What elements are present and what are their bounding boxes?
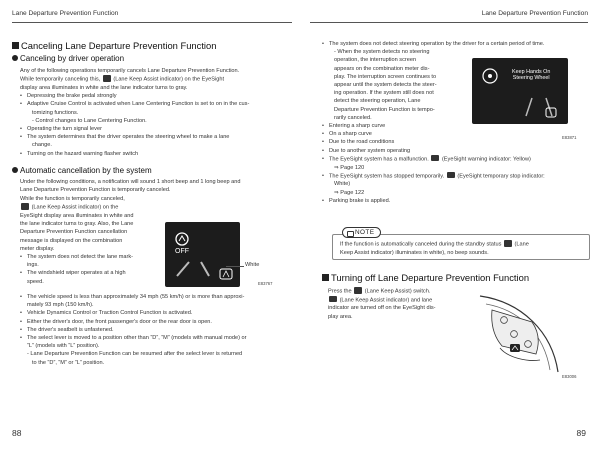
automatic-rest-text: • The vehicle speed is less than approximately 34 mph (55 km/h) or is more than approxi- mately 93 mph (150 km/h). • Vehicle Dynamics Control or Traction Control Function is activated. • Either the driver's door, the front passenger's door or the rear door is open. • The driver's seatbelt is unfastened. • The select lever is moved to a position other than “D”, “M” (models with manual mode) or “L” (models with “L” position). - Lane Departure Prevention Function can be resumed after the select lever is returned to the “D”, “M” or “L” position. [20, 293, 295, 367]
driver-operation-text: Any of the following operations temporarily cancels Lane Departure Prevention Function. While temporarily canceling this, (Lane Keep Assist indicator) on the EyeSight display area illuminates in white and the lane indicator turns to gray. • Depressing the brake pedal strongly • Adaptive Cruise Control is activated when Lane Centering Function is set to on in the cus- tomizing functions. - Control changes to Lane Centering Function. • Operating the turn signal lever • The system determines that the driver operates the steering wheel to make a lane change. • Turning on the hazard warning flasher switch [20, 67, 290, 158]
off-display-text: OFF [175, 248, 189, 255]
steering-wheel-switch-figure [472, 292, 572, 374]
figure-callout-white: White [245, 262, 260, 268]
eyesight-off-display-figure [165, 222, 240, 287]
note-text: If the function is automatically canceled during the standby status (Lane Keep Assist indicator) illuminates in white), no beep sounds. [340, 241, 529, 256]
eyesight-warning-indicator-icon [431, 155, 439, 162]
right-continued-text: • The system does not detect steering operation by the driver for a certain period of time. - When the system detects no steering operation, the interruption screen appears on the combination meter dis- play. The interruption screen continues to appear until the system detects the steer- ing operation. If the system still does not detect the steering operation, Lane Departure Prevention Function is tempo- rarily canceled. • Entering a sharp curve • On a sharp curve • Due to the road conditions • Due to another system operating • The EyeSight system has a malfunction. (EyeSight warning indicator: Yellow) ⇒ Page 120 • The EyeSight system has stopped temporarily. (EyeSight temporary stop indicator: White) ⇒ Page 122 • Parking brake is applied. [322, 40, 592, 205]
right-page [300, 0, 600, 450]
circle-bullet-icon [12, 167, 18, 173]
eyesight-temporary-stop-indicator-icon [447, 172, 455, 179]
page-120-link[interactable]: ⇒ Page 120 [334, 164, 365, 171]
square-bullet-icon [322, 274, 329, 281]
header-rule [310, 22, 588, 23]
section-title-canceling: Canceling Lane Departure Prevention Function [12, 40, 216, 51]
automatic-wrap-text: While the function is temporarily canceled, (Lane Keep Assist indicator) on the EyeSight display area illuminates in white and the lane indicator turns to gray. Also, the Lane Departure Prevention Function cancellation message is displayed on the combination meter display. • The system does not detect the lane mark- ings. • The windshield wiper operates at a high speed. [20, 195, 165, 286]
turning-off-text: Press the (Lane Keep Assist) switch. (Lane Keep Assist indicator) and lane indicator are turned off on the EyeSight dis- play area. [328, 288, 436, 320]
lane-keep-assist-switch-icon [354, 287, 362, 294]
page-number-right: 89 [576, 428, 586, 438]
note-tag: NOTE [342, 227, 381, 238]
running-header: Lane Departure Prevention Function [481, 10, 588, 17]
lane-keep-assist-indicator-icon [21, 203, 29, 210]
square-bullet-icon [12, 42, 19, 49]
figure-code: E83767 [258, 281, 273, 286]
figure-code: E83006 [562, 374, 577, 379]
figure-code: E83871 [562, 135, 577, 140]
automatic-intro-text: Under the following conditions, a notification will sound 1 short beep and 1 long beep and Lane Departure Prevention Function is temporarily canceled. [20, 179, 241, 194]
running-header: Lane Departure Prevention Function [12, 10, 119, 17]
keep-hands-on-screen-figure [472, 58, 568, 124]
page-number-left: 88 [12, 428, 22, 438]
subsection-title-automatic: Automatic cancellation by the system [12, 166, 152, 175]
lane-keep-assist-indicator-icon [329, 296, 337, 303]
steering-wheel-hands-icon [472, 58, 568, 124]
subsection-title-driver-operation: Canceling by driver operation [12, 54, 124, 63]
lane-keep-assist-switch-icon[interactable] [510, 344, 520, 352]
header-rule [12, 22, 292, 23]
callout-line [226, 266, 244, 267]
section-title-turning-off: Turning off Lane Departure Prevention Function [322, 272, 529, 283]
lane-keep-assist-indicator-icon [504, 240, 512, 247]
circle-bullet-icon [12, 55, 18, 61]
lane-keep-assist-indicator-icon [103, 75, 111, 82]
page-122-link[interactable]: ⇒ Page 122 [334, 189, 365, 196]
keep-hands-on-text: Keep Hands On Steering Wheel [512, 69, 551, 82]
